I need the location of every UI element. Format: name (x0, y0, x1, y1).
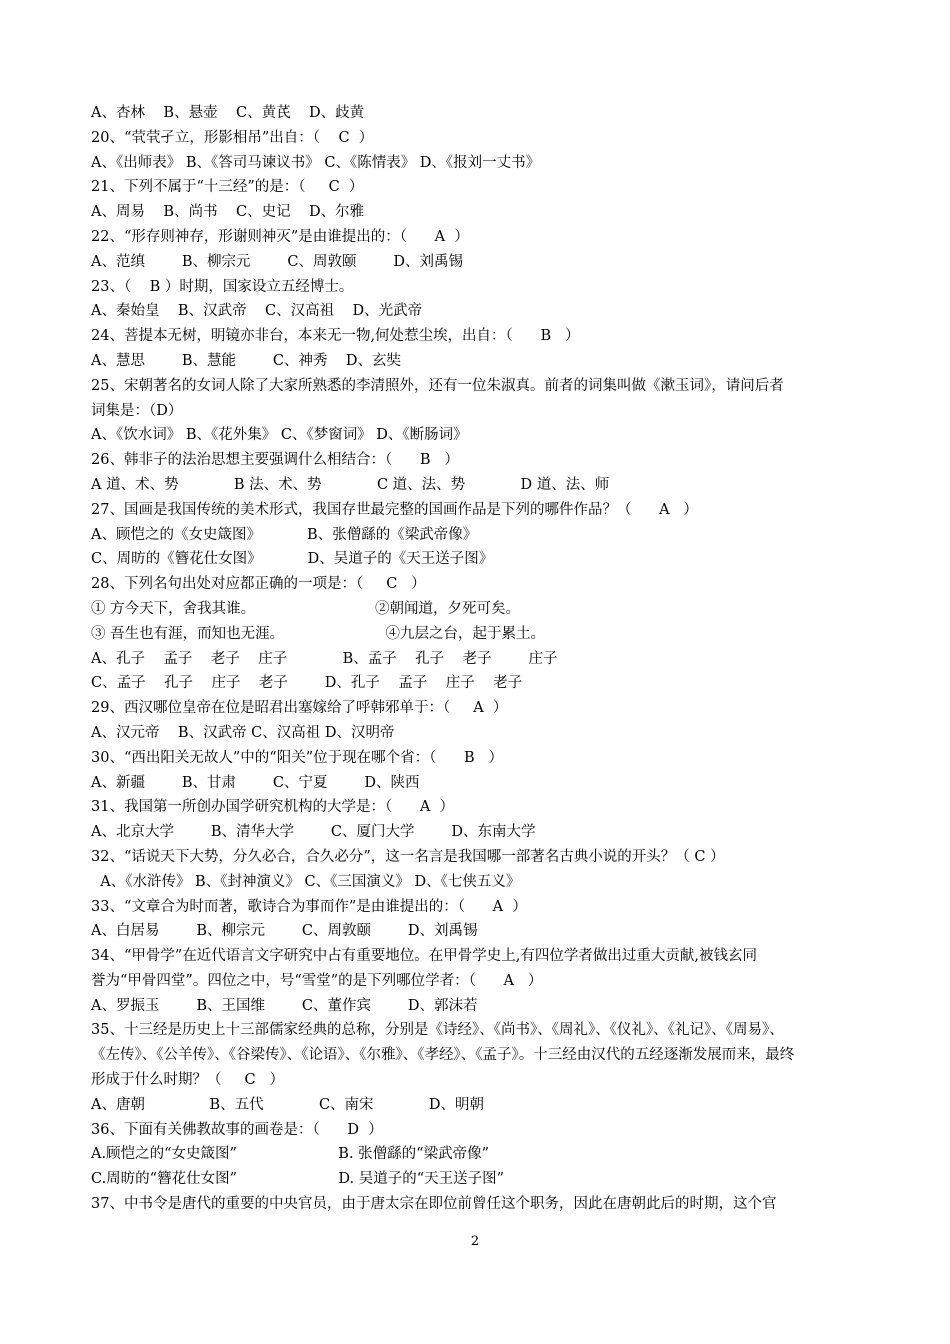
text-line: A、北京大学 B、清华大学 C、厦门大学 D、东南大学 (91, 824, 536, 841)
question-list (91, 101, 871, 1217)
text-line: A、汉元帝 B、汉武帝 C、汉高祖 D、汉明帝 (91, 724, 395, 741)
text-line: A、范缜 B、柳宗元 C、周敦颐 D、刘禹锡 (91, 253, 463, 270)
text-line: 28、下列名句出处对应都正确的一项是：（ C ） (91, 576, 426, 593)
text-line: 24、菩提本无树，明镜亦非台，本来无一物,何处惹尘埃，出自：（ B ） (91, 328, 580, 345)
text-line: 33、“文章合为时而著，歌诗合为事而作”是由谁提出的：（ A ） (91, 898, 527, 915)
text-line: A 道、术、势 B 法、术、势 C 道、法、势 D 道、法、师 (91, 476, 610, 493)
text-line: C、周昉的《簪花仕女图》 D、吴道子的《天王送子图》 (91, 551, 494, 568)
text-line: A、唐朝 B、五代 C、南宋 D、明朝 (91, 1096, 484, 1113)
text-line: A、白居易 B、柳宗元 C、周敦颐 D、刘禹锡 (91, 923, 478, 940)
text-line: A、顾恺之的《女史箴图》 B、张僧繇的《梁武帝像》 (91, 526, 478, 543)
text-line: 34、“甲骨学”在近代语言文字研究中占有重要地位。在甲骨学史上,有四位学者做出过重大贡献,被钱玄同 (91, 948, 757, 965)
text-line: A、《水浒传》 B、《封神演义》 C、《三国演义》 D、《七侠五义》 (91, 873, 521, 890)
text-line: A、《饮水词》 B、《花外集》 C、《梦窗词》 D、《断肠词》 (91, 427, 468, 444)
text-line: C.周昉的“簪花仕女图” D. 吴道子的“天王送子图” (91, 1171, 505, 1188)
text-line: 25、宋朝著名的女词人除了大家所熟悉的李清照外，还有一位朱淑真。前者的词集叫做《漱玉词》，请问后者 (91, 377, 784, 394)
text-line: 30、“西出阳关无故人”中的“阳关”位于现在哪个省：（ B ） (91, 749, 503, 766)
text-line: 31、我国第一所创办国学研究机构的大学是：（ A ） (91, 799, 455, 816)
page-number: 2 (470, 1234, 480, 1249)
text-line: 26、韩非子的法治思想主要强调什么相结合：（ B ） (91, 452, 459, 469)
text-line: A、孔子 孟子 老子 庄子 B、孟子 孔子 老子 庄子 (91, 650, 558, 667)
text-line: 32、“话说天下大势，分久必合，合久必分”，这一名言是我国哪一部著名古典小说的开头？（ C ） (91, 848, 725, 865)
text-line: A、《出师表》 B、《答司马谏议书》 C、《陈情表》 D、《报刘一丈书》 (91, 154, 541, 171)
text-line: A、慧思 B、慧能 C、神秀 D、玄奘 (91, 352, 402, 369)
text-line: 词集是：（D） (91, 402, 183, 419)
text-line: 20、“茕茕孑立，形影相吊”出自：（ C ） (91, 129, 374, 146)
text-line: 《左传》、《公羊传》、《谷梁传》、《论语》、《尔雅》、《孝经》、《孟子》。十三经由汉代的五经逐渐发展而来，最终 (91, 1047, 795, 1064)
text-line: A.顾恺之的“女史箴图” B. 张僧繇的“梁武帝像” (91, 1146, 490, 1163)
text-line: 35、十三经是历史上十三部儒家经典的总称，分别是《诗经》、《尚书》、《周礼》、《仪礼》、《礼记》、《周易》、 (91, 1022, 784, 1039)
text-line: 37、中书令是唐代的重要的中央官员，由于唐太宗在即位前曾任这个职务，因此在唐朝此后的时期，这个官 (91, 1196, 777, 1213)
text-line: 27、国画是我国传统的美术形式，我国存世最完整的国画作品是下列的哪件作品？（ A ） (91, 501, 698, 518)
text-line: 形成于什么时期？（ C ） (91, 1072, 284, 1089)
text-line: A、杏林 B、悬壶 C、黄芪 D、歧黄 (91, 105, 365, 121)
text-line: C、孟子 孔子 庄子 老子 D、孔子 孟子 庄子 老子 (91, 675, 523, 692)
text-line: ③ 吾生也有涯，而知也无涯。 ④九层之台，起于累土。 (91, 625, 546, 642)
text-line: 誉为“甲骨四堂”。四位之中，号“雪堂”的是下列哪位学者：（ A ） (91, 972, 543, 989)
text-line: A、罗振玉 B、王国维 C、董作宾 D、郭沫若 (91, 997, 478, 1014)
text-line: 21、下列不属于“十三经”的是：（ C ） (91, 179, 364, 196)
text-line: A、秦始皇 B、汉武帝 C、汉高祖 D、光武帝 (91, 303, 423, 320)
text-line: A、新疆 B、甘肃 C、宁夏 D、陕西 (91, 774, 420, 791)
text-line: 22、“形存则神存，形谢则神灭”是由谁提出的：（ A ） (91, 228, 469, 245)
text-line: 23、（ B ）时期，国家设立五经博士。 (91, 278, 354, 295)
text-line: 29、西汉哪位皇帝在位是昭君出塞嫁给了呼韩邪单于：（ A ） (91, 700, 508, 717)
text-line: ① 方今天下，舍我其谁。 ②朝闻道，夕死可矣。 (91, 600, 520, 617)
text-line: A、周易 B、尚书 C、史记 D、尔雅 (91, 204, 365, 221)
text-line: 36、下面有关佛教故事的画卷是：（ D ） (91, 1121, 383, 1138)
